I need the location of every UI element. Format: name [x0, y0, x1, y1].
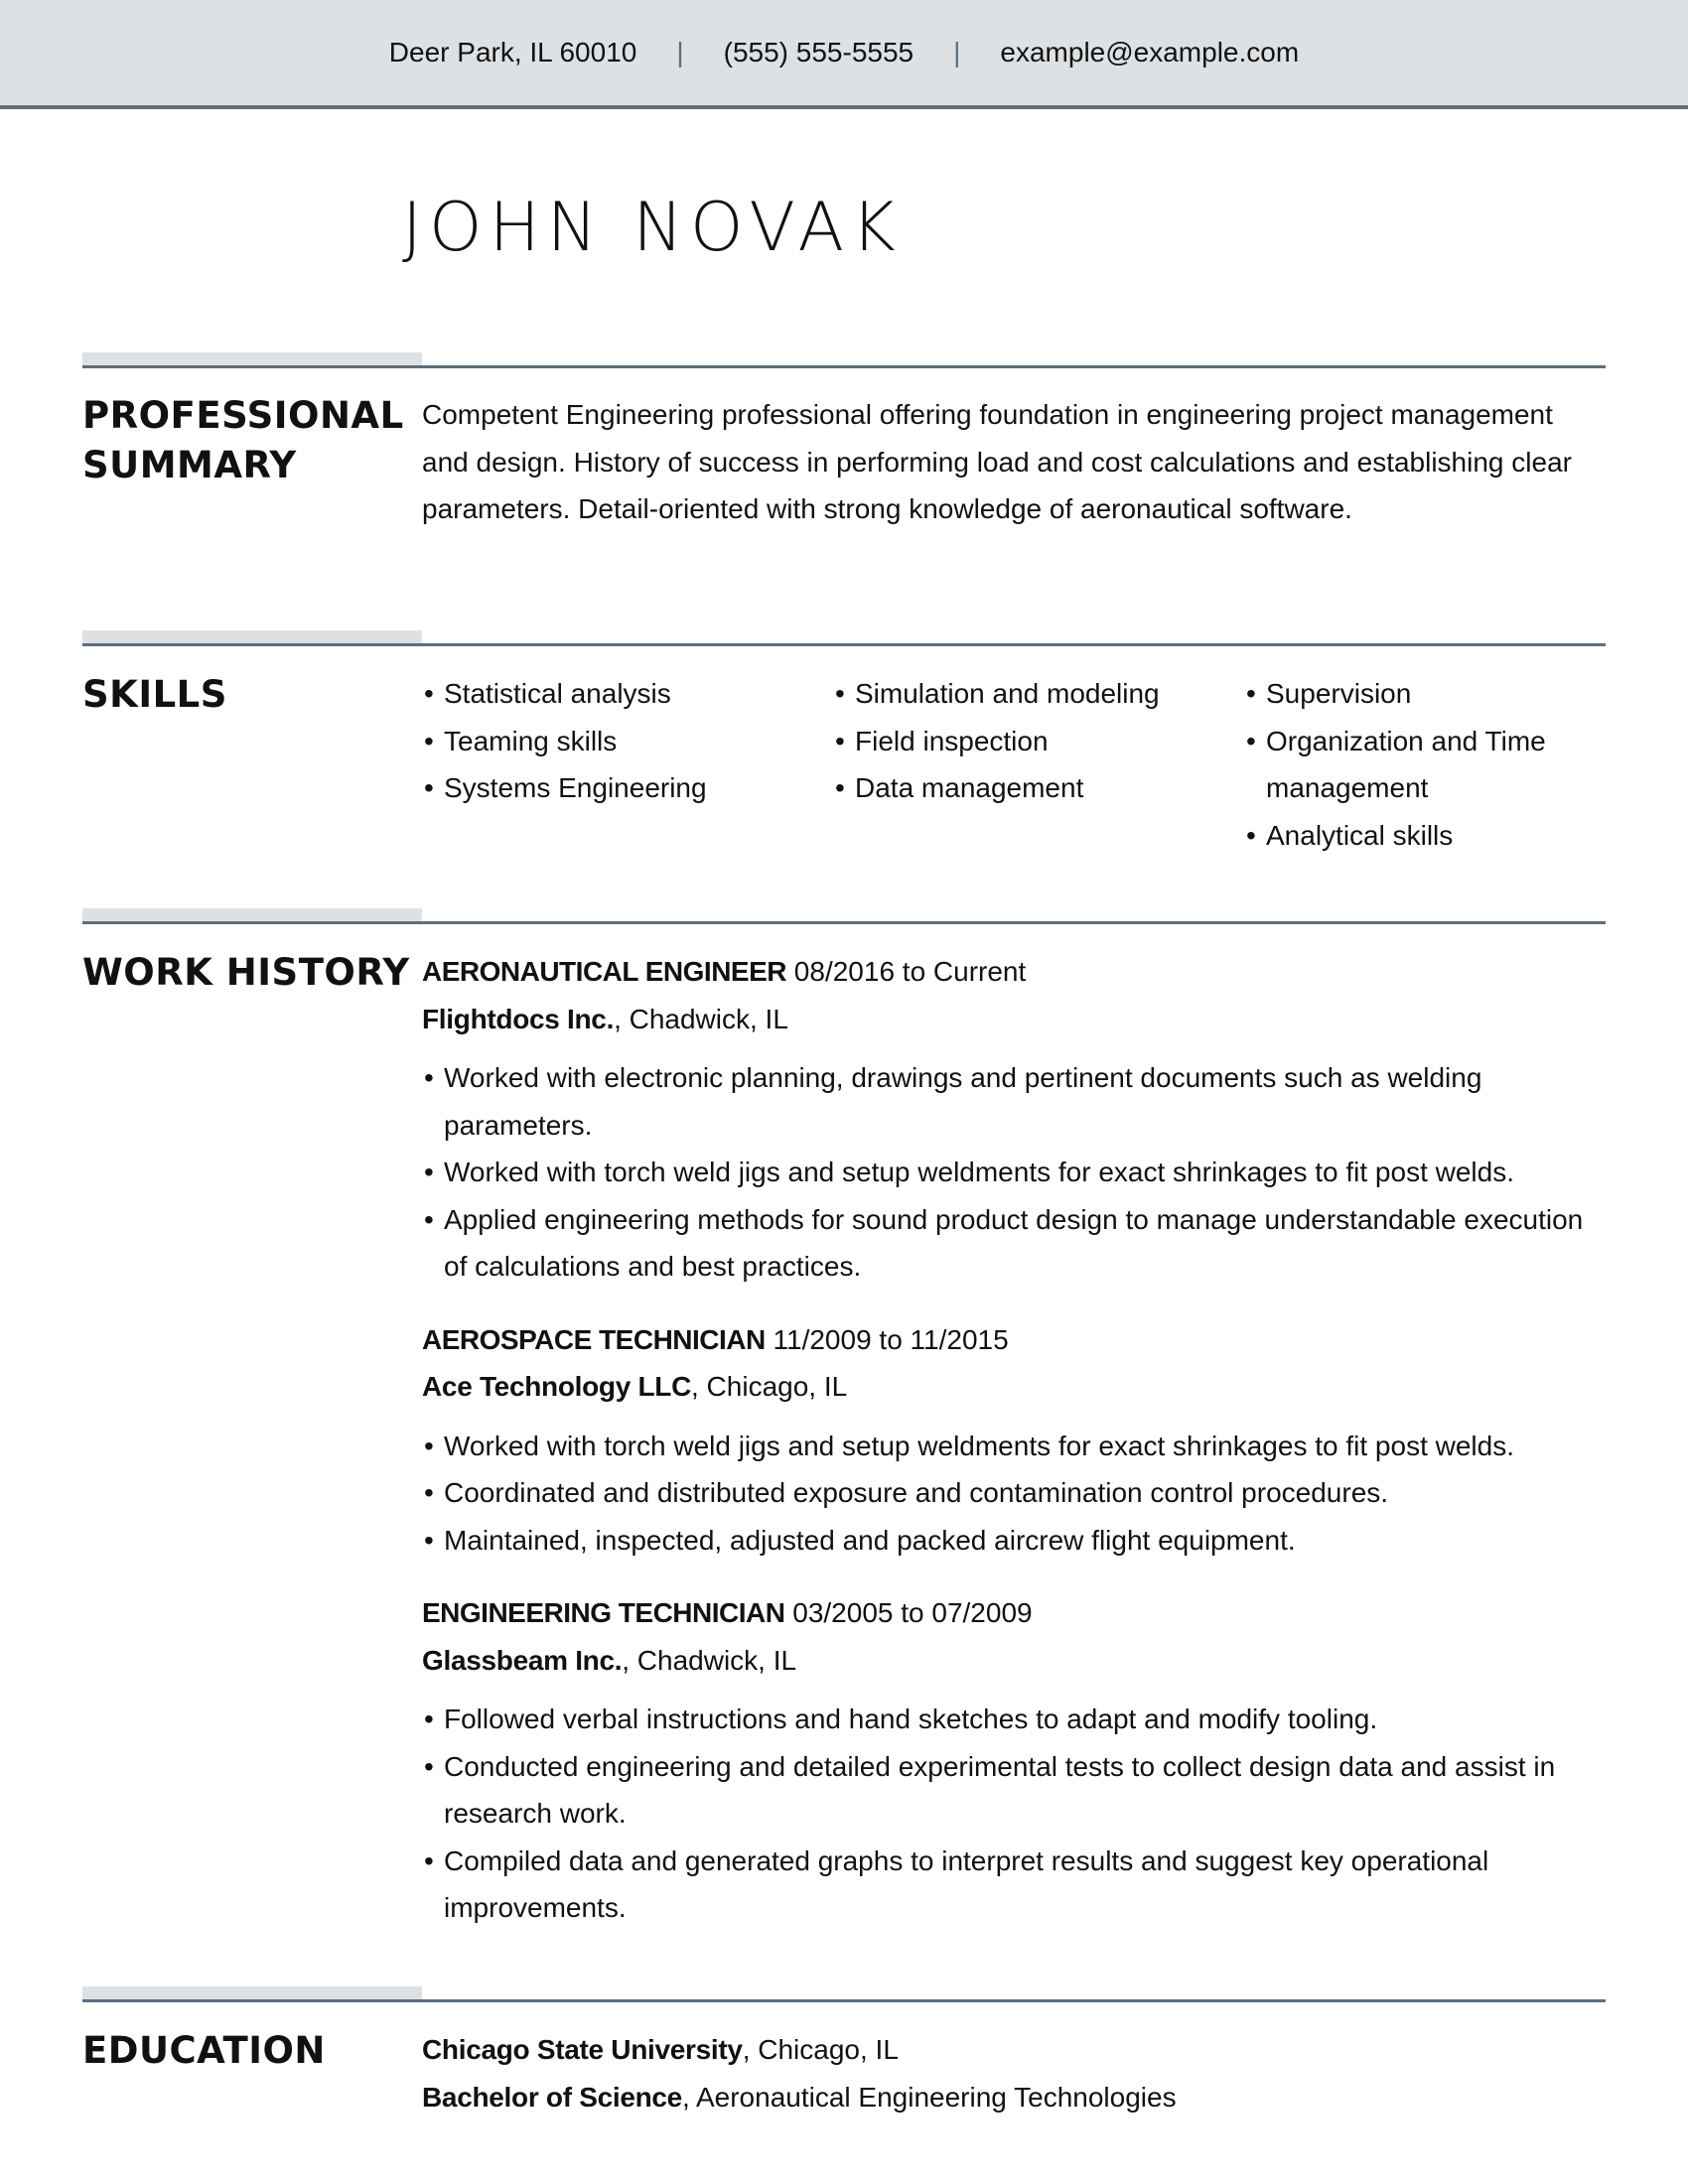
job-location: , Chadwick, IL [622, 1644, 797, 1676]
education-school-line [422, 2026, 1606, 2074]
skills-title: SKILLS [82, 673, 227, 716]
summary-title-line: SUMMARY [82, 444, 297, 486]
skills-column [422, 670, 833, 859]
job-bullet: • Applied engineering methods for sound product design to manage understandable execution of calculations and best practices. [422, 1196, 1606, 1291]
contact-header [0, 0, 1688, 109]
contact-email: example@example.com [1000, 37, 1300, 68]
skill-item: • Statistical analysis [422, 670, 833, 718]
skill-item: • Simulation and modeling [833, 670, 1244, 718]
job-bullets [422, 1054, 1606, 1291]
job-title: AERONAUTICAL ENGINEER [422, 956, 787, 987]
education-school: Chicago State University [422, 2034, 743, 2065]
job-bullet: • Worked with torch weld jigs and setup weldments for exact shrinkages to fit post welds. [422, 1423, 1606, 1470]
skill-item: • Organization and Time management [1244, 718, 1572, 812]
job-entry [422, 1589, 1606, 1932]
job-dates: 11/2009 to 11/2015 [773, 1323, 1009, 1355]
job-company: Flightdocs Inc. [422, 1003, 615, 1034]
divider-line [82, 1999, 1606, 2002]
divider-tab [82, 908, 422, 921]
skill-item: • Systems Engineering [422, 764, 833, 812]
skill-item: • Supervision [1244, 670, 1572, 718]
divider-line [82, 643, 1606, 646]
skill-item: • Data management [833, 764, 1244, 812]
contact-separator: | [676, 37, 684, 68]
job-entry [422, 948, 1606, 1291]
job-dates: 08/2016 to Current [793, 956, 1027, 987]
candidate-name: JOHN NOVAK [402, 189, 903, 267]
section-divider [82, 908, 1606, 928]
contact-phone: (555) 555-5555 [723, 37, 914, 68]
education-degree-line [422, 2074, 1606, 2121]
job-title: ENGINEERING TECHNICIAN [422, 1597, 785, 1628]
skill-item: • Field inspection [833, 718, 1244, 765]
education-title: EDUCATION [82, 2029, 326, 2072]
job-location: , Chadwick, IL [614, 1003, 788, 1034]
job-company-line [422, 1637, 1606, 1685]
skills-column [833, 670, 1244, 859]
skills-grid [422, 670, 1606, 859]
job-bullet: • Conducted engineering and detailed experimental tests to collect design data and assist in research work. [422, 1743, 1606, 1838]
section-divider [82, 1986, 1606, 2006]
contact-location: Deer Park, IL 60010 [388, 37, 637, 68]
education-field: , Aeronautical Engineering Technologies [681, 2081, 1177, 2113]
job-title-line [422, 1589, 1606, 1637]
job-location: , Chicago, IL [691, 1371, 848, 1402]
job-title: AEROSPACE TECHNICIAN [422, 1323, 766, 1355]
education-school-location: , Chicago, IL [742, 2034, 899, 2065]
summary-title [82, 391, 410, 490]
job-bullet: • Worked with electronic planning, drawings and pertinent documents such as welding parameters. [422, 1054, 1606, 1149]
skills-column [1244, 670, 1572, 859]
contact-separator: | [953, 37, 961, 68]
job-bullet: • Followed verbal instructions and hand sketches to adapt and modify tooling. [422, 1696, 1606, 1743]
section-divider [82, 352, 1606, 372]
skill-item: • Teaming skills [422, 718, 833, 765]
job-dates: 03/2005 to 07/2009 [792, 1597, 1033, 1628]
divider-tab [82, 1986, 422, 1999]
section-divider [82, 630, 1606, 650]
divider-tab [82, 352, 422, 365]
job-bullet: • Compiled data and generated graphs to interpret results and suggest key operational improvements. [422, 1838, 1606, 1932]
job-company: Ace Technology LLC [422, 1371, 691, 1402]
education-degree: Bachelor of Science [422, 2081, 682, 2113]
work-history-title: WORK HISTORY [82, 951, 410, 994]
job-company-line [422, 996, 1606, 1043]
job-company: Glassbeam Inc. [422, 1644, 623, 1676]
job-title-line [422, 1316, 1606, 1364]
divider-line [82, 921, 1606, 924]
summary-text: Competent Engineering professional offering foundation in engineering project management and design. History of success in performing load and cost calculations and establishing clear parameters. Detail-oriented with strong knowledge of aeronautical software. [422, 399, 1572, 524]
skill-item: • Analytical skills [1244, 812, 1572, 860]
job-bullets [422, 1696, 1606, 1932]
job-bullets [422, 1423, 1606, 1565]
job-company-line [422, 1363, 1606, 1411]
summary-title-line: PROFESSIONAL [82, 394, 404, 437]
divider-line [82, 365, 1606, 368]
job-title-line [422, 948, 1606, 996]
job-bullet: • Maintained, inspected, adjusted and packed aircrew flight equipment. [422, 1517, 1606, 1565]
job-bullet: • Coordinated and distributed exposure and contamination control procedures. [422, 1469, 1606, 1517]
job-bullet: • Worked with torch weld jigs and setup weldments for exact shrinkages to fit post welds. [422, 1149, 1606, 1196]
job-entry [422, 1316, 1606, 1565]
divider-tab [82, 630, 422, 643]
